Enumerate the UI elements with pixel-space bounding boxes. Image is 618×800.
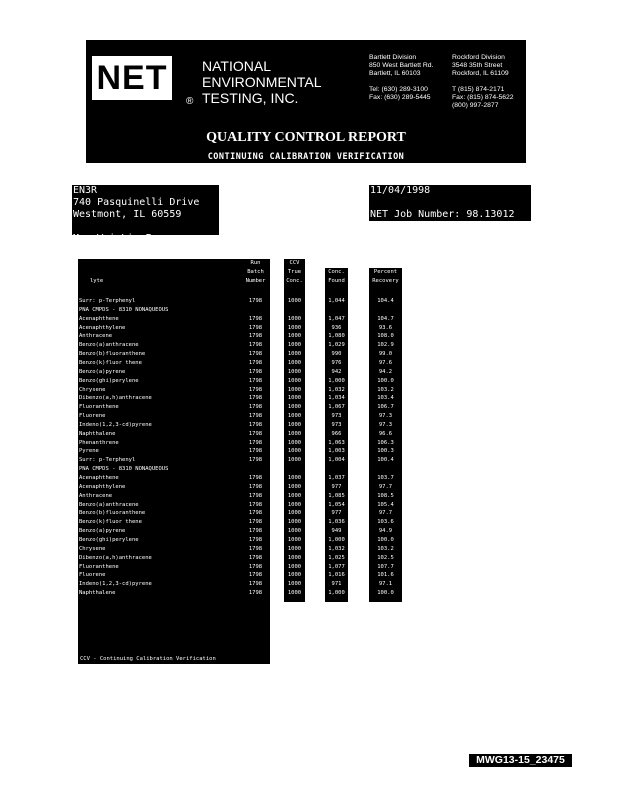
table-cell: 1798 (248, 572, 263, 579)
column-header: Conc. (286, 278, 303, 284)
table-cell: 1798 (248, 368, 263, 375)
job-number: NET Job Number: 98.13012 (370, 209, 515, 220)
table-cell: 97.7 (378, 510, 393, 517)
table-cell: 93.6 (378, 324, 393, 331)
column-header: Percent (373, 269, 398, 275)
company-name-line: NATIONAL (202, 58, 271, 74)
table-cell: 1000 (287, 421, 302, 428)
analyte-name: Indeno(1,2,3-cd)pyrene (79, 581, 152, 588)
table-cell: 1000 (287, 528, 302, 535)
table-cell: 105.4 (377, 501, 394, 508)
address-line: T (815) 874-2171 (452, 86, 505, 93)
table-cell: 973 (331, 421, 342, 428)
table-cell: 1,000 (328, 536, 345, 543)
table-cell: 1798 (248, 448, 263, 455)
analyte-name: Surr: p-Terphenyl (79, 298, 136, 304)
table-cell: 97.6 (378, 359, 393, 366)
table-cell: 1,080 (328, 333, 345, 340)
company-name-line: ENVIRONMENTAL (202, 74, 322, 90)
table-cell: 103.4 (377, 395, 394, 402)
table-cell: 1,034 (328, 395, 345, 402)
table-cell: 1,047 (328, 315, 345, 322)
table-cell: 976 (331, 359, 342, 366)
column-header: Conc. (328, 269, 345, 275)
table-cell: 990 (331, 351, 342, 358)
table-cell: 108.5 (377, 492, 394, 499)
analyte-name: Benzo(k)fluor thene (79, 359, 142, 366)
column-header: lyte (90, 278, 104, 284)
analyte-name: Surr: p-Terphenyl (79, 457, 136, 464)
table-cell: 1000 (287, 519, 302, 526)
analyte-name: Benzo(b)fluoranthene (79, 510, 146, 517)
address-line: Rockford Division (452, 54, 505, 61)
address-line: Fax: (630) 289-5445 (369, 94, 431, 101)
analyte-name: Benzo(k)fluor thene (79, 519, 142, 526)
analyte-name: PNA CMPDS - 8310 NONAQUEOUS (79, 306, 169, 313)
table-cell: 1000 (287, 368, 302, 375)
table-cell: 94.9 (378, 528, 393, 535)
document-id: MWG13-15_23475 (469, 754, 572, 767)
table-cell: 97.1 (378, 581, 393, 588)
table-cell: 1,032 (328, 545, 345, 552)
table-cell: 1,016 (328, 572, 345, 579)
table-cell: 1798 (248, 324, 263, 331)
registered-mark: ® (186, 96, 194, 107)
table-cell: 107.7 (377, 563, 394, 570)
table-cell: 1798 (248, 536, 263, 543)
table-cell: 103.2 (377, 545, 394, 552)
column-header: Run (250, 260, 261, 266)
table-cell: 1798 (248, 351, 263, 358)
table-cell: 1,000 (328, 590, 345, 597)
table-cell: 1000 (287, 430, 302, 437)
address-line: Bartlett Division (369, 54, 417, 61)
table-cell: 973 (331, 413, 342, 420)
table-cell: 1798 (248, 483, 263, 490)
analyte-name: Fluoranthene (79, 563, 119, 570)
report-title: QUALITY CONTROL REPORT (206, 130, 406, 145)
address-line: Tel: (630) 289-3100 (369, 86, 428, 93)
table-cell: 1000 (287, 439, 302, 446)
company-name-line: TESTING, INC. (202, 90, 299, 106)
client-line: EN3R (73, 185, 98, 196)
client-line: Westmont, IL 60559 (73, 209, 182, 220)
table-cell: 949 (331, 528, 342, 535)
table-cell: 1798 (248, 545, 263, 552)
table-cell: 100.0 (377, 377, 394, 384)
table-cell: 1,000 (328, 377, 345, 384)
table-cell: 1,067 (328, 404, 345, 411)
table-cell: 101.6 (377, 572, 394, 579)
client-line: Mr. Wei-Lin Feng (73, 233, 170, 244)
column-header: Batch (247, 269, 264, 275)
table-cell: 1798 (248, 404, 263, 411)
table-cell: 1798 (248, 501, 263, 508)
table-cell: 1,025 (328, 554, 345, 561)
analyte-name: Benzo(b)fluoranthene (79, 351, 146, 358)
table-cell: 971 (331, 581, 342, 588)
table-cell: 100.4 (377, 457, 394, 464)
table-cell: 1,029 (328, 342, 345, 349)
table-cell: 966 (331, 430, 342, 437)
table-cell: 1798 (248, 590, 263, 597)
table-cell: 100.0 (377, 590, 394, 597)
table-cell: 1798 (248, 519, 263, 526)
table-cell: 1000 (287, 324, 302, 331)
table-cell: 936 (331, 324, 342, 331)
address-line: 3548 35th Street (452, 62, 503, 69)
table-cell: 1798 (248, 492, 263, 499)
analyte-name: Fluorene (79, 572, 106, 579)
address-line: Rockford, IL 61109 (452, 70, 509, 77)
table-cell: 1798 (248, 377, 263, 384)
table-cell: 977 (331, 483, 342, 490)
address-line: (800) 997-2877 (452, 102, 499, 109)
table-cell: 1,054 (328, 501, 345, 508)
table-cell: 102.5 (377, 554, 394, 561)
table-cell: 1798 (248, 581, 263, 588)
table-cell: 1000 (287, 457, 302, 464)
table-cell: 1000 (287, 333, 302, 340)
table-cell: 1000 (287, 351, 302, 358)
report-subtitle: CONTINUING CALIBRATION VERIFICATION (207, 152, 405, 162)
table-cell: 97.7 (378, 483, 393, 490)
analyte-name: Chrysene (79, 386, 106, 393)
analyte-name: Fluorene (79, 413, 106, 420)
column-header: Number (245, 278, 266, 284)
table-cell: 99.0 (378, 351, 393, 358)
table-cell: 1000 (287, 413, 302, 420)
table-cell: 96.6 (378, 430, 393, 437)
table-cell: 106.7 (377, 404, 394, 411)
table-cell: 1,032 (328, 386, 345, 393)
table-cell: 1000 (287, 342, 302, 349)
table-cell: 1000 (287, 501, 302, 508)
table-cell: 94.2 (378, 368, 393, 375)
table-cell: 1000 (287, 563, 302, 570)
table-cell: 103.7 (377, 475, 394, 481)
table-cell: 1000 (287, 581, 302, 588)
table-cell: 1000 (287, 448, 302, 455)
analyte-name: Benzo(a)pyrene (79, 368, 126, 375)
table-cell: 1,044 (328, 298, 345, 304)
table-cell: 1000 (287, 590, 302, 597)
analyte-name: Acenaphthylene (79, 324, 126, 331)
table-cell: 1798 (248, 333, 263, 340)
table-cell: 977 (331, 510, 342, 517)
table-cell: 1798 (248, 430, 263, 437)
table-cell: 1,037 (328, 475, 345, 481)
analyte-name: Fluoranthene (79, 404, 119, 411)
analyte-name: Benzo(a)anthracene (79, 501, 139, 508)
table-cell: 106.3 (377, 439, 394, 446)
table-cell: 103.6 (377, 519, 394, 526)
analyte-name: Pyrene (79, 448, 99, 455)
analyte-name: Acenaphthene (79, 475, 119, 481)
table-cell: 1798 (248, 421, 263, 428)
table-cell: 1000 (287, 359, 302, 366)
table-cell: 103.2 (377, 386, 394, 393)
analyte-name: Benzo(ghi)perylene (79, 536, 139, 543)
table-footnote: CCV - Continuing Calibration Verification (80, 656, 216, 662)
table-cell: 104.7 (377, 315, 394, 322)
table-cell: 1000 (287, 492, 302, 499)
analyte-name: Benzo(a)pyrene (79, 528, 126, 535)
table-cell: 1,003 (328, 448, 345, 455)
table-cell: 1798 (248, 395, 263, 402)
table-cell: 1798 (248, 457, 263, 464)
table-cell: 1000 (287, 483, 302, 490)
table-cell: 104.4 (377, 298, 394, 304)
table-cell: 97.3 (378, 421, 393, 428)
table-cell: 1000 (287, 404, 302, 411)
table-cell: 1000 (287, 572, 302, 579)
column-header: True (287, 269, 302, 275)
analyte-name: Naphthalene (79, 590, 116, 597)
table-cell: 1,077 (328, 563, 345, 570)
table-cell: 1000 (287, 386, 302, 393)
table-cell: 1,063 (328, 439, 345, 446)
analyte-name: Dibenzo(a,h)anthracene (79, 554, 152, 561)
report-date: 11/04/1998 (370, 185, 431, 196)
analyte-name: Phenanthrene (79, 439, 119, 446)
table-cell: 1798 (248, 386, 263, 393)
table-cell: 1798 (248, 439, 263, 446)
analyte-name: Naphthalene (79, 430, 116, 437)
analyte-name: Acenaphthylene (79, 483, 126, 490)
analyte-name: Benzo(a)anthracene (79, 342, 139, 349)
analyte-name: PNA CMPDS - 8310 NONAQUEOUS (79, 466, 169, 473)
address-line: Fax: (815) 874-5622 (452, 94, 514, 101)
table-cell: 1000 (287, 475, 302, 481)
analyte-name: Anthracene (79, 333, 113, 340)
table-cell: 1000 (287, 536, 302, 543)
table-cell: 1,085 (328, 492, 345, 499)
table-cell: 100.3 (377, 448, 394, 455)
table-cell: 1798 (248, 298, 263, 304)
client-line: 740 Pasquinelli Drive (73, 197, 200, 208)
table-cell: 942 (331, 368, 342, 375)
analyte-name: Dibenzo(a,h)anthracene (79, 395, 152, 402)
table-cell: 1798 (248, 413, 263, 420)
analyte-name: Anthracene (79, 492, 113, 499)
table-cell: 1798 (248, 315, 263, 322)
table-cell: 100.0 (377, 536, 394, 543)
table-cell: 1798 (248, 475, 263, 481)
analyte-name: Indeno(1,2,3-cd)pyrene (79, 421, 152, 428)
table-cell: 1,004 (328, 457, 345, 464)
table-cell: 1798 (248, 510, 263, 517)
analyte-name: Benzo(ghi)perylene (79, 377, 139, 384)
column-header: Recovery (372, 278, 399, 284)
address-line: Bartlett, IL 60103 (369, 70, 421, 77)
table-cell: 1000 (287, 298, 302, 304)
table-cell: 1000 (287, 315, 302, 322)
table-cell: 1000 (287, 395, 302, 402)
table-cell: 1000 (287, 377, 302, 384)
table-cell: 1,036 (328, 519, 345, 526)
table-cell: 1798 (248, 554, 263, 561)
table-cell: 1798 (248, 359, 263, 366)
table-cell: 1798 (248, 342, 263, 349)
address-line: 850 West Bartlett Rd. (369, 62, 434, 69)
table-cell: 1000 (287, 554, 302, 561)
column-header: Found (328, 278, 345, 284)
table-cell: 102.9 (377, 342, 394, 349)
table-cell: 1000 (287, 510, 302, 517)
table-cell: 108.0 (377, 333, 394, 340)
table-cell: 1000 (287, 545, 302, 552)
table-cell: 97.3 (378, 413, 393, 420)
column-header: CCV (289, 260, 300, 266)
analyte-name: Chrysene (79, 545, 106, 552)
table-cell: 1798 (248, 563, 263, 570)
table-cell: 1798 (248, 528, 263, 535)
analyte-name: Acenaphthene (79, 315, 119, 322)
logo-text: NET (96, 58, 168, 97)
